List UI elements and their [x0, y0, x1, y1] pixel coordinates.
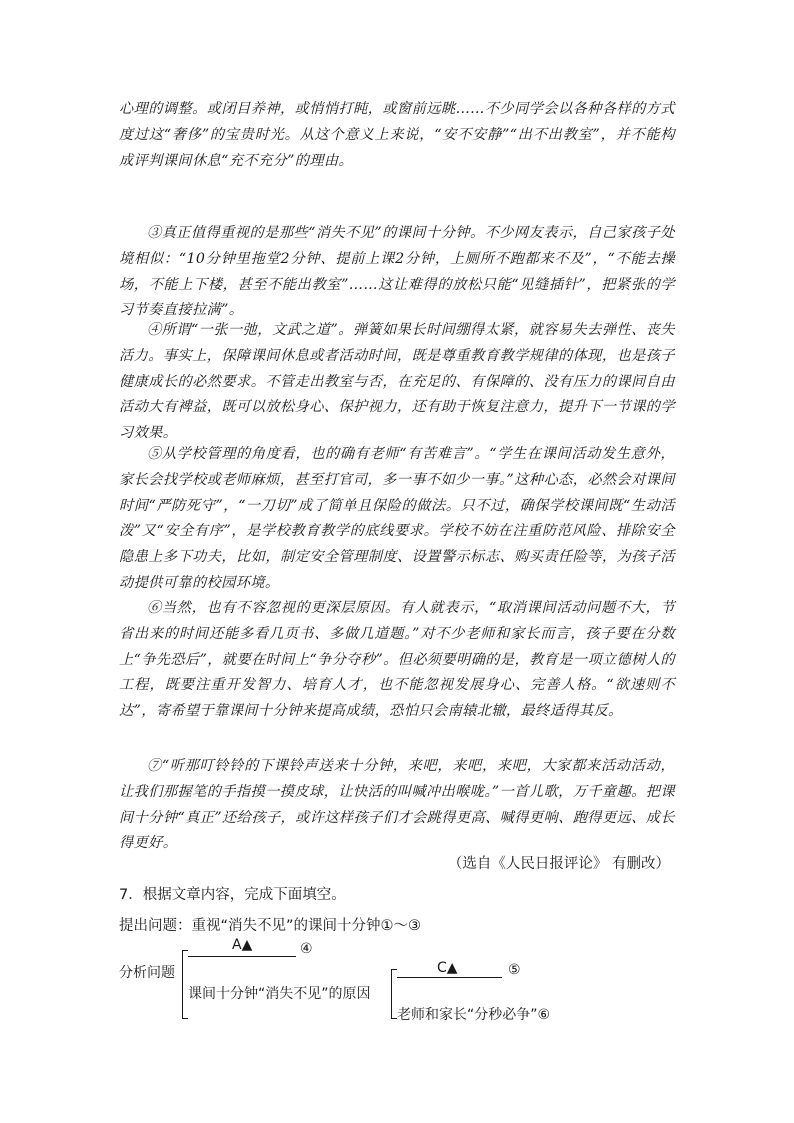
- circle-4-mark: ④: [300, 941, 313, 957]
- bracket-2-top-tick: [391, 969, 397, 970]
- blank-c-underline[interactable]: [397, 977, 502, 978]
- blank-c-label: C▲: [437, 960, 458, 976]
- bracket-1-top-tick: [182, 950, 188, 951]
- paragraph-7: ⑦“听那叮铃铃的下课铃声送来十分钟，来吧，来吧，来吧，大家都来活动活动，让我们那握笔的手指摸一摸皮球，让快活的叫喊冲出喉咙。”一首儿歌，万千童趣。把课间十分钟“真正”还给孩子，或许这样孩子们才会跳得更高、喊得更响、跑得更远、成长得更好。: [119, 758, 675, 852]
- bracket-1-vertical: [182, 950, 183, 1019]
- source-citation: （选自《人民日报评论》 有删改）: [447, 856, 670, 872]
- raise-problem-line: 提出问题：重视“消失不见”的课间十分钟①～③: [119, 918, 422, 934]
- blank-a-underline[interactable]: [188, 956, 296, 957]
- question-stem: 7．根据文章内容，完成下面填空。: [119, 887, 346, 903]
- analyze-problem-label: 分析问题: [119, 965, 175, 981]
- paragraph-2-end: 心理的调整。或闭目养神，或悄悄打盹，或窗前远眺……不少同学会以各种各样的方式度过这“奢侈”的宝贵时光。从这个意义上来说，“安不安静”“出不出教室”，并不能构成评判课间休息“充不充分”的理由。: [119, 101, 675, 169]
- paragraph-3: ③真正值得重视的是那些“消失不见”的课间十分钟。不少网友表示，自己家孩子处境相似：“10分钟里拖堂2分钟、提前上课2分钟，上厕所不跑都来不及”，“不能去操场，不能上下楼，甚至不能出教室”……这让难得的放松只能“见缝插针”，把紧张的学习节奏直接拉满”。: [119, 225, 675, 319]
- reason-label: 课间十分钟“消失不见”的原因: [188, 986, 371, 1002]
- circle-5-mark: ⑤: [508, 962, 521, 978]
- blank-a-label: A▲: [232, 937, 253, 953]
- paragraph-6: ⑥当然，也有不容忽视的更深层原因。有人就表示，“取消课间活动问题不大，节省出来的时间还能多看几页书、多做几道题。”对不少老师和家长而言，孩子要在分数上“争先恐后”，就要在时间上“争分夺秒”。但必须要明确的是，教育是一项立德树人的工程，既要注重开发智力、培育人才，也不能忽视发展身心、完善人格。“欲速则不达”，寄希望于靠课间十分钟来提高成绩，恐怕只会南辕北辙，最终适得其反。: [119, 600, 675, 720]
- teacher-parent-label: 老师和家长“分秒必争”⑥: [397, 1007, 551, 1023]
- bracket-1-bottom-tick: [182, 1018, 188, 1019]
- paragraph-5: ⑤从学校管理的角度看，也的确有老师“有苦难言”。“学生在课间活动发生意外，家长会找学校或老师麻烦，甚至打官司，多一事不如少一事。”这种心态，必然会对课间时间“严防死守”，“一刀切”成了简单且保险的做法。只不过，确保学校课间既“生动活泼”又“安全有序”，是学校教育教学的底线要求。学校不妨在注重防范风险、排除安全隐患上多下功夫，比如，制定安全管理制度、设置警示标志、购买责任险等，为孩子活动提供可靠的校园环境。: [119, 446, 675, 591]
- paragraph-4: ④所谓“一张一弛，文武之道”。弹簧如果长时间绷得太紧，就容易失去弹性、丧失活力。事实上，保障课间休息或者活动时间，既是尊重教育教学规律的体现，也是孩子健康成长的必然要求。不管走出教室与否，在充足的、有保障的、没有压力的课间自由活动大有裨益，既可以放松身心、保护视力，还有助于恢复注意力，提升下一节课的学习效果。: [119, 322, 675, 442]
- bracket-2-vertical: [391, 969, 392, 1018]
